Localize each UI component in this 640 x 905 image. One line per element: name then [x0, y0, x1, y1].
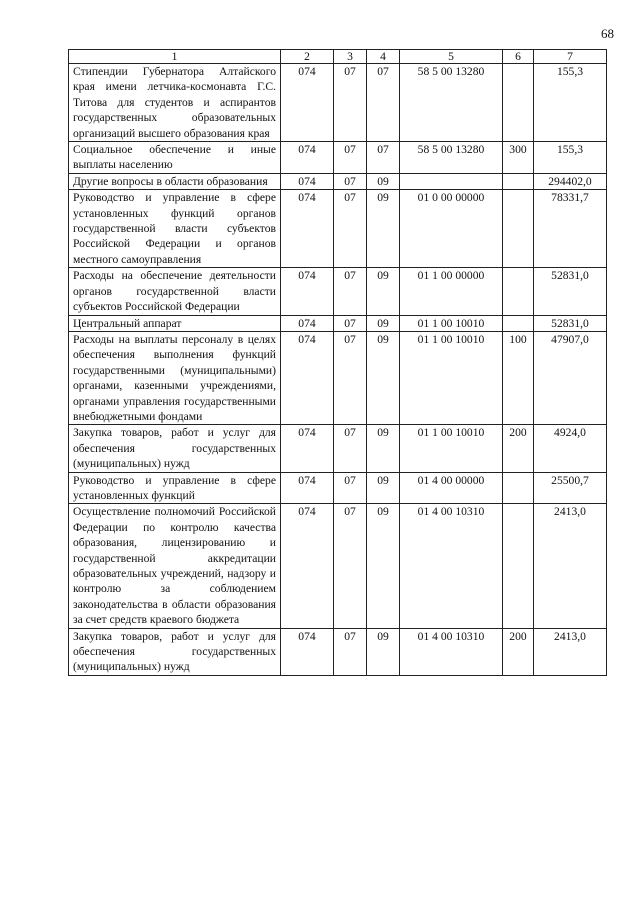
table-row	[69, 142, 607, 174]
subsection-code-cell: 09	[367, 331, 400, 424]
section-code-cell: 07	[334, 64, 367, 142]
expense-type-cell	[503, 64, 534, 142]
table-row	[69, 472, 607, 504]
ministry-code-cell: 074	[281, 628, 334, 675]
amount-cell: 47907,0	[534, 331, 607, 424]
header-cell: 7	[534, 50, 607, 64]
ministry-code-cell: 074	[281, 472, 334, 504]
header-cell: 2	[281, 50, 334, 64]
row-name-cell: Осуществление полномочий Российской Федерации по контролю качества образования, лицензированию и государственной аккредитации образовательных учреждений, надзору и контролю за соблюдением законодательства в области образования за счет средств краевого бюджета	[69, 504, 281, 628]
expense-type-cell: 200	[503, 628, 534, 675]
row-name-cell: Закупка товаров, работ и услуг для обеспечения государственных (муниципальных) нужд	[69, 628, 281, 675]
section-code-cell: 07	[334, 173, 367, 189]
table-row	[69, 425, 607, 472]
section-code-cell: 07	[334, 142, 367, 174]
target-article-cell: 01 4 00 10310	[400, 504, 503, 628]
subsection-code-cell: 09	[367, 268, 400, 315]
amount-cell: 25500,7	[534, 472, 607, 504]
table-row	[69, 173, 607, 189]
budget-table-body	[69, 50, 607, 676]
header-cell: 3	[334, 50, 367, 64]
expense-type-cell: 200	[503, 425, 534, 472]
amount-cell: 52831,0	[534, 268, 607, 315]
ministry-code-cell: 074	[281, 190, 334, 268]
header-cell: 6	[503, 50, 534, 64]
target-article-cell: 01 1 00 10010	[400, 315, 503, 331]
subsection-code-cell: 09	[367, 628, 400, 675]
header-cell: 4	[367, 50, 400, 64]
target-article-cell: 01 1 00 10010	[400, 425, 503, 472]
budget-table	[68, 49, 607, 676]
ministry-code-cell: 074	[281, 64, 334, 142]
target-article-cell	[400, 173, 503, 189]
target-article-cell: 01 4 00 00000	[400, 472, 503, 504]
subsection-code-cell: 09	[367, 504, 400, 628]
table-row	[69, 268, 607, 315]
expense-type-cell	[503, 315, 534, 331]
ministry-code-cell: 074	[281, 142, 334, 174]
section-code-cell: 07	[334, 315, 367, 331]
table-header-row	[69, 50, 607, 64]
target-article-cell: 01 0 00 00000	[400, 190, 503, 268]
expense-type-cell	[503, 472, 534, 504]
table-row	[69, 190, 607, 268]
table-row	[69, 315, 607, 331]
section-code-cell: 07	[334, 472, 367, 504]
row-name-cell: Расходы на обеспечение деятельности органов государственной власти субъектов Российской Федерации	[69, 268, 281, 315]
subsection-code-cell: 09	[367, 472, 400, 504]
header-cell: 5	[400, 50, 503, 64]
row-name-cell: Руководство и управление в сфере установленных функций	[69, 472, 281, 504]
subsection-code-cell: 07	[367, 64, 400, 142]
subsection-code-cell: 09	[367, 173, 400, 189]
row-name-cell: Расходы на выплаты персоналу в целях обеспечения выполнения функций государственными (муниципальными) органами, казенными учреждениями, органами управления государственными внебюджетными фондами	[69, 331, 281, 424]
row-name-cell: Стипендии Губернатора Алтайского края имени летчика-космонавта Г.С. Титова для студентов и аспирантов государственных образовательных организаций высшего образования края	[69, 64, 281, 142]
table-row	[69, 504, 607, 628]
amount-cell: 155,3	[534, 142, 607, 174]
ministry-code-cell: 074	[281, 315, 334, 331]
table-row	[69, 331, 607, 424]
header-cell: 1	[69, 50, 281, 64]
row-name-cell: Руководство и управление в сфере установленных функций органов государственной власти субъектов Российской Федерации и органов местного самоуправления	[69, 190, 281, 268]
ministry-code-cell: 074	[281, 268, 334, 315]
expense-type-cell	[503, 173, 534, 189]
subsection-code-cell: 09	[367, 425, 400, 472]
amount-cell: 4924,0	[534, 425, 607, 472]
ministry-code-cell: 074	[281, 425, 334, 472]
amount-cell: 52831,0	[534, 315, 607, 331]
amount-cell: 2413,0	[534, 504, 607, 628]
table-row	[69, 628, 607, 675]
row-name-cell: Социальное обеспечение и иные выплаты населению	[69, 142, 281, 174]
section-code-cell: 07	[334, 331, 367, 424]
ministry-code-cell: 074	[281, 173, 334, 189]
amount-cell: 78331,7	[534, 190, 607, 268]
row-name-cell: Другие вопросы в области образования	[69, 173, 281, 189]
amount-cell: 294402,0	[534, 173, 607, 189]
expense-type-cell	[503, 268, 534, 315]
expense-type-cell: 300	[503, 142, 534, 174]
expense-type-cell: 100	[503, 331, 534, 424]
section-code-cell: 07	[334, 504, 367, 628]
expense-type-cell	[503, 190, 534, 268]
target-article-cell: 58 5 00 13280	[400, 142, 503, 174]
amount-cell: 2413,0	[534, 628, 607, 675]
target-article-cell: 01 4 00 10310	[400, 628, 503, 675]
row-name-cell: Закупка товаров, работ и услуг для обеспечения государственных (муниципальных) нужд	[69, 425, 281, 472]
row-name-cell: Центральный аппарат	[69, 315, 281, 331]
section-code-cell: 07	[334, 190, 367, 268]
ministry-code-cell: 074	[281, 504, 334, 628]
target-article-cell: 58 5 00 13280	[400, 64, 503, 142]
subsection-code-cell: 07	[367, 142, 400, 174]
subsection-code-cell: 09	[367, 190, 400, 268]
section-code-cell: 07	[334, 628, 367, 675]
table-row	[69, 64, 607, 142]
target-article-cell: 01 1 00 10010	[400, 331, 503, 424]
ministry-code-cell: 074	[281, 331, 334, 424]
section-code-cell: 07	[334, 268, 367, 315]
section-code-cell: 07	[334, 425, 367, 472]
page-number: 68	[601, 26, 614, 41]
target-article-cell: 01 1 00 00000	[400, 268, 503, 315]
subsection-code-cell: 09	[367, 315, 400, 331]
expense-type-cell	[503, 504, 534, 628]
amount-cell: 155,3	[534, 64, 607, 142]
